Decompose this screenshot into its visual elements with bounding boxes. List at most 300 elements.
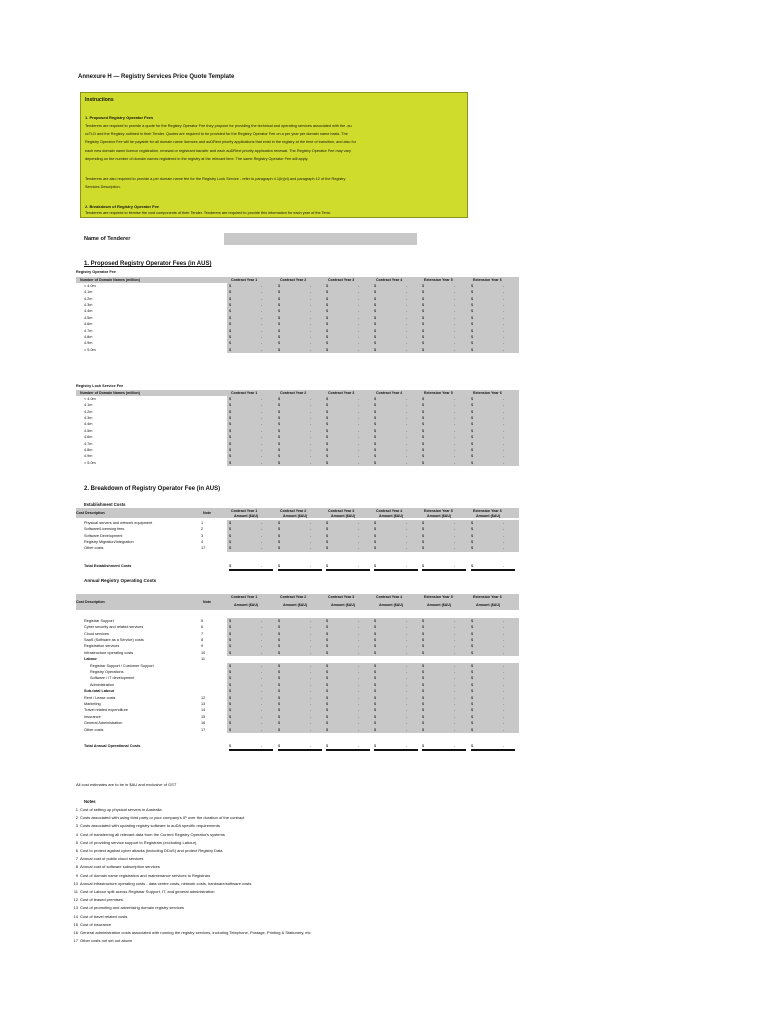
section2-instr-text: Tenderers are required to itemise the cost components of their Tender. Tenderers are required to provide this information for each year of the Term. [85,211,332,215]
currency-symbol: $ [422,460,425,465]
value-cell[interactable]: - [310,341,312,346]
value-cell[interactable]: - [503,415,505,420]
value-cell[interactable]: - [406,714,408,719]
value-cell[interactable]: - [503,322,505,327]
value-cell[interactable]: - [503,441,505,446]
value-cell[interactable]: - [503,520,505,525]
tenderer-name-field[interactable] [224,233,417,245]
value-cell[interactable]: - [358,676,360,681]
row-label: Infrastructure operating costs [84,650,134,655]
value-cell[interactable]: - [261,682,263,687]
value-cell[interactable]: - [503,447,505,452]
value-cell[interactable]: - [261,721,263,726]
value-cell[interactable]: - [261,546,263,551]
value-cell[interactable]: - [310,428,312,433]
value-cell[interactable]: - [503,328,505,333]
value-cell[interactable]: - [406,695,408,700]
value-cell[interactable]: - [503,539,505,544]
row-label: General Administration [84,721,123,726]
value-cell[interactable]: - [358,328,360,333]
value-cell[interactable]: - [503,669,505,674]
value-cell[interactable]: - [261,631,263,636]
value-cell[interactable]: - [310,546,312,551]
value-cell[interactable]: - [358,520,360,525]
value-cell[interactable]: - [503,631,505,636]
value-cell[interactable]: - [310,618,312,623]
value-cell[interactable]: - [261,650,263,655]
value-cell[interactable]: - [310,460,312,465]
value-cell[interactable]: - [454,396,456,401]
value-cell[interactable]: - [503,334,505,339]
value-cell[interactable]: - [503,341,505,346]
value-cell[interactable]: - [406,676,408,681]
currency-symbol: $ [374,403,377,408]
value-cell[interactable]: - [503,714,505,719]
value-cell[interactable]: - [406,454,408,459]
currency-symbol: $ [374,396,377,401]
value-cell[interactable]: - [406,283,408,288]
value-cell[interactable]: - [310,415,312,420]
value-cell[interactable]: - [358,403,360,408]
value-cell[interactable]: - [261,341,263,346]
value-cell[interactable]: - [406,644,408,649]
value-cell[interactable]: - [406,315,408,320]
value-cell[interactable]: - [454,435,456,440]
value-cell[interactable]: - [503,396,505,401]
row-label: 4.1m [84,290,93,295]
value-cell[interactable]: - [454,296,456,301]
value-cell[interactable]: - [358,347,360,352]
value-cell[interactable]: - [358,396,360,401]
note-text: Cost of promoting and advertising domain registry services [80,905,185,911]
value-cell[interactable]: - [261,302,263,307]
value-cell[interactable]: - [503,637,505,642]
value-cell[interactable]: - [406,650,408,655]
value-cell[interactable]: - [310,631,312,636]
value-cell[interactable]: - [503,625,505,630]
value-cell[interactable]: - [310,695,312,700]
value-cell[interactable]: - [503,435,505,440]
value-cell[interactable]: - [454,701,456,706]
currency-symbol: $ [422,428,425,433]
value-cell[interactable]: - [310,322,312,327]
value-cell[interactable]: - [310,302,312,307]
value-cell[interactable]: - [261,441,263,446]
value-cell[interactable]: - [454,290,456,295]
value-cell[interactable]: - [310,347,312,352]
value-cell[interactable]: - [454,447,456,452]
value-cell[interactable]: - [454,682,456,687]
value-cell[interactable]: - [261,533,263,538]
value-cell[interactable]: - [358,631,360,636]
value-cell[interactable]: - [454,669,456,674]
value-cell[interactable]: - [261,669,263,674]
value-cell[interactable]: - [261,539,263,544]
value-cell[interactable]: - [261,714,263,719]
value-cell[interactable]: - [261,618,263,623]
value-cell[interactable]: - [406,422,408,427]
value-cell[interactable]: - [358,422,360,427]
currency-symbol: $ [326,669,329,674]
table-header [76,508,519,518]
value-cell[interactable]: - [261,454,263,459]
value-cell[interactable]: - [310,625,312,630]
value-cell[interactable]: - [454,539,456,544]
value-cell[interactable]: - [358,334,360,339]
value-cell[interactable]: - [261,689,263,694]
value-cell[interactable]: - [310,409,312,414]
value-cell[interactable]: - [503,533,505,538]
value-cell[interactable]: - [454,650,456,655]
value-cell[interactable]: - [358,539,360,544]
value-cell[interactable]: - [406,309,408,314]
value-cell[interactable]: - [261,309,263,314]
value-cell[interactable]: - [406,428,408,433]
note-item [72,938,132,943]
currency-symbol: $ [326,347,329,352]
value-cell[interactable]: - [261,409,263,414]
value-cell[interactable]: - [406,708,408,713]
value-cell[interactable]: - [406,322,408,327]
value-cell[interactable]: - [261,460,263,465]
value-cell[interactable]: - [406,341,408,346]
value-cell[interactable]: - [454,527,456,532]
value-cell[interactable]: - [406,334,408,339]
value-cell[interactable]: - [406,689,408,694]
value-cell[interactable]: - [310,708,312,713]
currency-symbol: $ [278,663,281,668]
note-text: General administration costs associated with running the registry services, including Telephone, Postage, Printing & Stationery, etc [80,930,311,935]
value-cell[interactable]: - [406,546,408,551]
value-cell[interactable]: - [406,669,408,674]
value-cell[interactable]: - [503,309,505,314]
value-cell[interactable]: - [358,283,360,288]
value-cell[interactable]: - [503,618,505,623]
value-cell[interactable]: - [310,637,312,642]
value-cell[interactable]: - [310,721,312,726]
value-cell[interactable]: - [358,708,360,713]
value-cell[interactable]: - [406,663,408,668]
value-cell[interactable]: - [503,296,505,301]
value-cell[interactable]: - [358,682,360,687]
value-cell[interactable]: - [261,415,263,420]
value-cell[interactable]: - [358,302,360,307]
value-cell[interactable]: - [454,428,456,433]
value-cell[interactable]: - [503,409,505,414]
value-cell[interactable]: - [406,460,408,465]
value-cell[interactable]: - [454,663,456,668]
value-cell[interactable]: - [406,302,408,307]
value-cell[interactable]: - [310,454,312,459]
value-cell[interactable]: - [261,347,263,352]
value-cell[interactable]: - [358,315,360,320]
value-cell[interactable]: - [406,441,408,446]
value-cell[interactable]: - [358,309,360,314]
value-cell[interactable]: - [358,644,360,649]
value-cell[interactable]: - [406,435,408,440]
value-cell[interactable]: - [454,441,456,446]
value-cell[interactable]: - [261,447,263,452]
value-cell[interactable]: - [503,422,505,427]
value-cell[interactable]: - [406,618,408,623]
value-cell[interactable]: - [454,409,456,414]
value-cell[interactable]: - [406,447,408,452]
currency-symbol: $ [278,315,281,320]
value-cell[interactable]: - [503,708,505,713]
value-cell[interactable]: - [310,520,312,525]
value-cell[interactable]: - [261,527,263,532]
currency-symbol: $ [422,347,425,352]
value-cell[interactable]: - [310,663,312,668]
value-cell[interactable]: - [358,689,360,694]
value-cell[interactable]: - [406,539,408,544]
value-cell[interactable]: - [358,527,360,532]
value-cell[interactable]: - [503,428,505,433]
row-label: 4.6m [84,435,93,440]
value-cell[interactable]: - [261,422,263,427]
value-cell[interactable]: - [454,618,456,623]
total-value: - [261,743,263,748]
value-cell[interactable]: - [358,322,360,327]
value-cell[interactable]: - [358,533,360,538]
value-cell[interactable]: - [358,637,360,642]
value-cell[interactable]: - [406,296,408,301]
value-cell[interactable]: - [454,315,456,320]
value-cell[interactable]: - [310,669,312,674]
value-cell[interactable]: - [406,415,408,420]
value-cell[interactable]: - [454,695,456,700]
value-cell[interactable]: - [406,727,408,732]
value-cell[interactable]: - [358,296,360,301]
total-underline [326,750,370,751]
value-cell[interactable]: - [454,422,456,427]
value-cell[interactable]: - [261,403,263,408]
value-cell[interactable]: - [454,415,456,420]
value-cell[interactable]: - [454,309,456,314]
header-year-2: Contract Year 2 [280,390,307,395]
value-cell[interactable]: - [454,328,456,333]
value-cell[interactable]: - [310,682,312,687]
value-cell[interactable]: - [310,701,312,706]
value-cell[interactable]: - [310,714,312,719]
value-cell[interactable]: - [503,283,505,288]
value-cell[interactable]: - [454,533,456,538]
value-cell[interactable]: - [310,527,312,532]
value-cell[interactable]: - [503,695,505,700]
value-cell[interactable]: - [503,290,505,295]
value-cell[interactable]: - [261,520,263,525]
value-cell[interactable]: - [454,714,456,719]
table-row [76,347,519,353]
value-cell[interactable]: - [406,409,408,414]
value-cell[interactable]: - [358,669,360,674]
value-cell[interactable]: - [358,714,360,719]
value-cell[interactable]: - [406,533,408,538]
value-cell[interactable]: - [454,322,456,327]
value-cell[interactable]: - [261,727,263,732]
value-cell[interactable]: - [454,644,456,649]
value-cell[interactable]: - [406,637,408,642]
value-cell[interactable]: - [310,676,312,681]
value-cell[interactable]: - [310,290,312,295]
value-cell[interactable]: - [261,708,263,713]
currency-symbol: $ [278,714,281,719]
value-cell[interactable]: - [261,625,263,630]
value-cell[interactable]: - [358,727,360,732]
value-cell[interactable]: - [358,409,360,414]
value-cell[interactable]: - [503,701,505,706]
value-cell[interactable]: - [358,721,360,726]
value-cell[interactable]: - [310,435,312,440]
currency-symbol: $ [422,682,425,687]
value-cell[interactable]: - [503,644,505,649]
header-amount-3: Amount ($AU) [331,602,356,607]
value-cell[interactable]: - [310,447,312,452]
value-cell[interactable]: - [358,695,360,700]
value-cell[interactable]: - [358,415,360,420]
value-cell[interactable]: - [406,701,408,706]
currency-symbol: $ [374,309,377,314]
value-cell[interactable]: - [310,315,312,320]
value-cell[interactable]: - [406,520,408,525]
value-cell[interactable]: - [310,283,312,288]
value-cell[interactable]: - [261,296,263,301]
value-cell[interactable]: - [261,663,263,668]
value-cell[interactable]: - [358,625,360,630]
value-cell[interactable]: - [406,527,408,532]
value-cell[interactable]: - [454,454,456,459]
value-cell[interactable]: - [358,650,360,655]
currency-symbol: $ [326,328,329,333]
row-label: Rent / Lease costs [84,695,116,700]
value-cell[interactable]: - [261,695,263,700]
value-cell[interactable]: - [310,650,312,655]
value-cell[interactable]: - [261,637,263,642]
value-cell[interactable]: - [454,625,456,630]
value-cell[interactable]: - [310,727,312,732]
value-cell[interactable]: - [503,302,505,307]
value-cell[interactable]: - [261,328,263,333]
value-cell[interactable]: - [261,396,263,401]
value-cell[interactable]: - [310,328,312,333]
value-cell[interactable]: - [406,403,408,408]
value-cell[interactable]: - [454,721,456,726]
value-cell[interactable]: - [261,283,263,288]
currency-symbol: $ [326,447,329,452]
value-cell[interactable]: - [358,447,360,452]
value-cell[interactable]: - [503,650,505,655]
value-cell[interactable]: - [503,347,505,352]
value-cell[interactable]: - [503,676,505,681]
value-cell[interactable]: - [454,631,456,636]
value-cell[interactable]: - [310,422,312,427]
value-cell[interactable]: - [503,721,505,726]
value-cell[interactable]: - [406,682,408,687]
value-cell[interactable]: - [358,663,360,668]
value-cell[interactable]: - [358,618,360,623]
value-cell[interactable]: - [310,644,312,649]
value-cell[interactable]: - [358,341,360,346]
value-cell[interactable]: - [261,315,263,320]
value-cell[interactable]: - [261,435,263,440]
value-cell[interactable]: - [310,403,312,408]
currency-symbol: $ [326,290,329,295]
value-cell[interactable]: - [310,689,312,694]
value-cell[interactable]: - [358,546,360,551]
value-cell[interactable]: - [406,396,408,401]
note-item [72,930,311,935]
value-cell[interactable]: - [454,347,456,352]
value-cell[interactable]: - [503,663,505,668]
value-cell[interactable]: - [261,644,263,649]
value-cell[interactable]: - [310,396,312,401]
value-cell[interactable]: - [358,435,360,440]
value-cell[interactable]: - [261,290,263,295]
value-cell[interactable]: - [503,527,505,532]
currency-symbol: $ [278,403,281,408]
value-cell[interactable]: - [310,533,312,538]
value-cell[interactable]: - [406,328,408,333]
value-cell[interactable]: - [454,676,456,681]
value-cell[interactable]: - [406,721,408,726]
value-cell[interactable]: - [454,727,456,732]
value-cell[interactable]: - [454,689,456,694]
value-cell[interactable]: - [503,727,505,732]
value-cell[interactable]: - [503,689,505,694]
value-cell[interactable]: - [261,701,263,706]
value-cell[interactable]: - [261,676,263,681]
note-item [72,905,184,910]
value-cell[interactable]: - [358,454,360,459]
value-cell[interactable]: - [503,403,505,408]
value-cell[interactable]: - [454,403,456,408]
value-cell[interactable]: - [454,546,456,551]
value-cell[interactable]: - [358,460,360,465]
value-cell[interactable]: - [406,625,408,630]
value-cell[interactable]: - [261,322,263,327]
value-cell[interactable]: - [406,631,408,636]
value-cell[interactable]: - [310,309,312,314]
value-cell[interactable]: - [454,520,456,525]
currency-symbol: $ [374,644,377,649]
value-cell[interactable]: - [261,334,263,339]
value-cell[interactable]: - [454,460,456,465]
value-cell[interactable]: - [358,428,360,433]
value-cell[interactable]: - [406,290,408,295]
value-cell[interactable]: - [406,347,408,352]
currency-symbol: $ [471,669,474,674]
value-cell[interactable]: - [503,682,505,687]
value-cell[interactable]: - [358,290,360,295]
value-cell[interactable]: - [358,701,360,706]
value-cell[interactable]: - [261,428,263,433]
value-cell[interactable]: - [503,460,505,465]
value-cell[interactable]: - [310,296,312,301]
value-cell[interactable]: - [454,334,456,339]
value-cell[interactable]: - [310,441,312,446]
value-cell[interactable]: - [454,708,456,713]
value-cell[interactable]: - [310,539,312,544]
value-cell[interactable]: - [454,637,456,642]
value-cell[interactable]: - [310,334,312,339]
value-cell[interactable]: - [454,341,456,346]
value-cell[interactable]: - [454,283,456,288]
value-cell[interactable]: - [503,315,505,320]
value-cell[interactable]: - [454,302,456,307]
value-cell[interactable]: - [358,441,360,446]
value-cell[interactable]: - [503,546,505,551]
value-cell[interactable]: - [503,454,505,459]
